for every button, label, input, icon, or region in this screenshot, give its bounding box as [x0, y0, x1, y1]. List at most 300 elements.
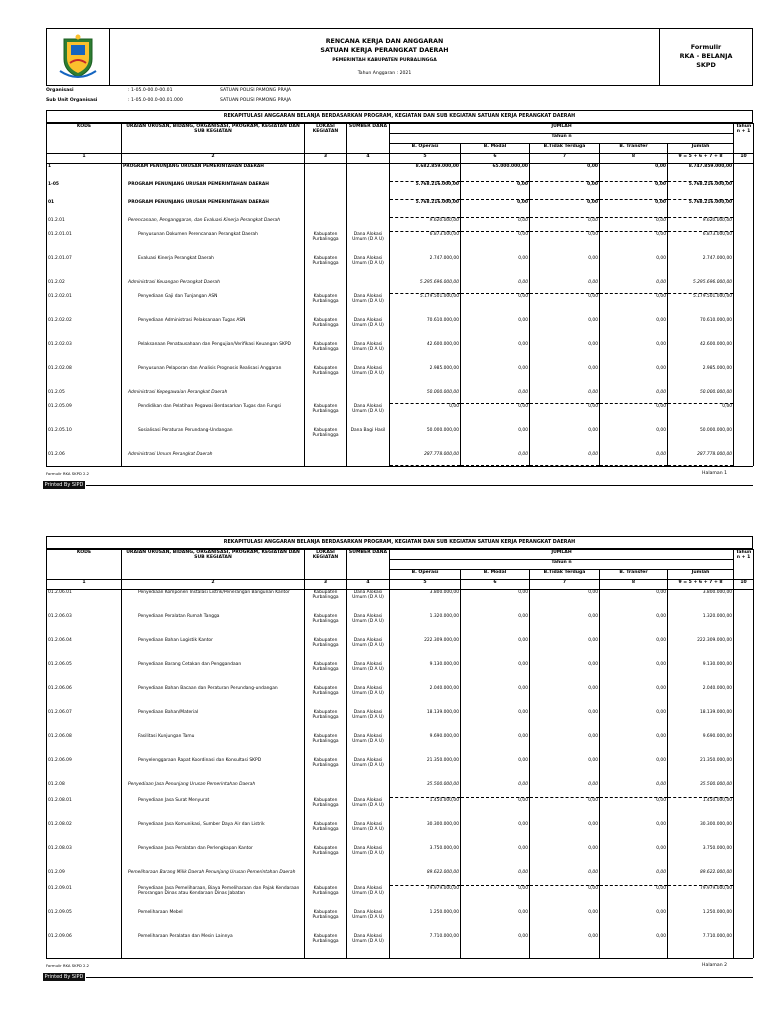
- cell-lokasi: Kabupaten Purbalingga: [305, 710, 347, 734]
- cell-b-operasi: 3.750.000,00: [390, 846, 461, 870]
- col-number: 1: [47, 154, 122, 164]
- table-header: [47, 550, 754, 590]
- cell-tahun-n1: [734, 782, 754, 798]
- cell-jumlah: 18.139.000,00: [668, 710, 734, 734]
- cell-lokasi: [305, 782, 347, 798]
- form-label: Formulir RKA SKPD 2.2: [46, 471, 90, 476]
- cell-lokasi: Kabupaten Purbalingga: [305, 686, 347, 710]
- col-number: 5: [390, 580, 461, 590]
- cell-jumlah: 7.710.000,00: [668, 934, 734, 958]
- table-row: [47, 200, 754, 218]
- table-row: [47, 164, 754, 182]
- cell-b-operasi: 1.250.000,00: [390, 910, 461, 934]
- col-number: 9 = 5 + 6 + 7 + 8: [668, 154, 734, 164]
- cell-tahun-n1: [734, 218, 754, 232]
- cell-kode: 01.2.01: [47, 218, 122, 232]
- table-row: [47, 886, 754, 910]
- col-lokasi: LOKASI KEGIATAN: [305, 124, 347, 154]
- cell-sumber: [347, 182, 390, 200]
- col-number: 1: [47, 580, 122, 590]
- cell-jumlah: 35.500.000,00: [668, 782, 734, 798]
- sub-unit-row: Sub Unit Organisasi : 1-05.0-00.0-00.01.000 SATUAN POLISI PAMONG PRAJA: [46, 98, 292, 103]
- col-sumber: SUMBER DANA: [347, 550, 390, 580]
- cell-uraian: Administrasi Keuangan Perangkat Daerah: [122, 280, 305, 294]
- cell-lokasi: Kabupaten Purbalingga: [305, 232, 347, 256]
- cell-b-operasi: 5.768.216.000,00: [390, 200, 461, 218]
- cell-tahun-n1: [734, 822, 754, 846]
- cell-tahun-n1: [734, 710, 754, 734]
- cell-jumlah: 8.747.859.000,00: [668, 164, 734, 182]
- cell-b-transfer: 0,00: [600, 710, 668, 734]
- cell-sumber: [347, 280, 390, 294]
- cell-tahun-n1: [734, 934, 754, 958]
- table-body: [47, 590, 754, 958]
- table-row: [47, 366, 754, 390]
- cell-lokasi: Kabupaten Purbalingga: [305, 404, 347, 428]
- cell-lokasi: Kabupaten Purbalingga: [305, 822, 347, 846]
- cell-kode: 01.2.05.09: [47, 404, 122, 428]
- col-jumlah-total: Jumlah: [668, 144, 734, 154]
- fiscal-year: Tahun Anggaran : 2021: [357, 71, 412, 76]
- cell-b-modal: 0,00: [461, 886, 530, 910]
- col-jumlah: JUMLAH: [390, 124, 734, 134]
- cell-b-modal: 0,00: [461, 798, 530, 822]
- col-kode: KODE: [47, 550, 122, 580]
- cell-kode: 01.2.06.06: [47, 686, 122, 710]
- cell-b-operasi: 18.139.000,00: [390, 710, 461, 734]
- cell-jumlah: 3.800.000,00: [668, 590, 734, 614]
- cell-lokasi: Kabupaten Purbalingga: [305, 934, 347, 958]
- cell-sumber: [347, 218, 390, 232]
- cell-b-tidak-terduga: 0,00: [530, 734, 600, 758]
- cell-kode: 01.2.02.08: [47, 366, 122, 390]
- cell-sumber: Dana Alokasi Umum (D A U): [347, 638, 390, 662]
- cell-b-tidak-terduga: 0,00: [530, 232, 600, 256]
- cell-b-operasi: 222.309.000,00: [390, 638, 461, 662]
- cell-kode: 01.2.09.01: [47, 886, 122, 910]
- cell-lokasi: Kabupaten Purbalingga: [305, 662, 347, 686]
- cell-jumlah: 2.040.000,00: [668, 686, 734, 710]
- cell-lokasi: Kabupaten Purbalingga: [305, 758, 347, 782]
- cell-b-transfer: 0,00: [600, 232, 668, 256]
- organisasi-row: Organisasi : 1-05.0-00.0-00.01 SATUAN POLISI PAMONG PRAJA: [46, 88, 292, 93]
- cell-b-modal: 0,00: [461, 734, 530, 758]
- cell-b-transfer: 0,00: [600, 822, 668, 846]
- cell-b-transfer: 0,00: [600, 218, 668, 232]
- cell-sumber: [347, 782, 390, 798]
- cell-b-transfer: 0,00: [600, 590, 668, 614]
- cell-b-tidak-terduga: 0,00: [530, 366, 600, 390]
- cell-tahun-n1: [734, 686, 754, 710]
- cell-tahun-n1: [734, 200, 754, 218]
- cell-jumlah: 1.450.000,00: [668, 798, 734, 822]
- cell-b-transfer: 0,00: [600, 846, 668, 870]
- cell-b-tidak-terduga: 0,00: [530, 256, 600, 280]
- cell-sumber: Dana Alokasi Umum (D A U): [347, 934, 390, 958]
- cell-b-operasi: 50.000.000,00: [390, 428, 461, 452]
- cell-b-transfer: 0,00: [600, 798, 668, 822]
- cell-jumlah: 1.320.000,00: [668, 614, 734, 638]
- cell-kode: 1-05: [47, 182, 122, 200]
- cell-b-operasi: 1.320.000,00: [390, 614, 461, 638]
- page-footer: [46, 467, 753, 493]
- cell-b-operasi: 3.800.000,00: [390, 590, 461, 614]
- table-row: [47, 390, 754, 404]
- cell-b-transfer: 0,00: [600, 662, 668, 686]
- cell-sumber: Dana Alokasi Umum (D A U): [347, 734, 390, 758]
- cell-uraian: Penyediaan Peralatan Rumah Tangga: [122, 614, 305, 638]
- cell-uraian: PROGRAM PENUNJANG URUSAN PEMERINTAHAN DAERAH: [122, 200, 305, 218]
- cell-b-modal: 0,00: [461, 910, 530, 934]
- cell-lokasi: Kabupaten Purbalingga: [305, 614, 347, 638]
- document-title: RENCANA KERJA DAN ANGGARAN SATUAN KERJA PERANGKAT DAERAH: [320, 38, 449, 54]
- cell-b-operasi: 21.350.000,00: [390, 758, 461, 782]
- cell-tahun-n1: [734, 614, 754, 638]
- cell-uraian: Penyediaan Bahan Logistik Kantor: [122, 638, 305, 662]
- cell-b-operasi: 5.768.216.000,00: [390, 182, 461, 200]
- cell-kode: 01.2.01.07: [47, 256, 122, 280]
- cell-lokasi: [305, 164, 347, 182]
- footer-rule: [86, 977, 753, 978]
- cell-sumber: Dana Alokasi Umum (D A U): [347, 886, 390, 910]
- cell-b-tidak-terduga: 0,00: [530, 934, 600, 958]
- cell-kode: 01.2.06: [47, 452, 122, 466]
- col-tahun-n: Tahun n: [390, 134, 734, 144]
- cell-lokasi: Kabupaten Purbalingga: [305, 294, 347, 318]
- cell-b-tidak-terduga: 0,00: [530, 782, 600, 798]
- col-number: 5: [390, 154, 461, 164]
- col-sumber: SUMBER DANA: [347, 124, 390, 154]
- table-row: [47, 428, 754, 452]
- cell-uraian: Penyusunan Pelaporan dan Analisis Prognosis Realisasi Anggaran: [122, 366, 305, 390]
- cell-tahun-n1: [734, 758, 754, 782]
- cell-b-operasi: 35.500.000,00: [390, 782, 461, 798]
- cell-sumber: Dana Alokasi Umum (D A U): [347, 910, 390, 934]
- cell-b-transfer: 0,00: [600, 294, 668, 318]
- cell-kode: 01.2.06.04: [47, 638, 122, 662]
- table-row: [47, 614, 754, 638]
- cell-b-modal: 0,00: [461, 846, 530, 870]
- cell-b-tidak-terduga: 0,00: [530, 342, 600, 366]
- col-number: 9 = 5 + 6 + 7 + 8: [668, 580, 734, 590]
- cell-b-modal: 0,00: [461, 452, 530, 466]
- table-row: [47, 910, 754, 934]
- cell-b-operasi: 9.620.000,00: [390, 218, 461, 232]
- cell-lokasi: Kabupaten Purbalingga: [305, 734, 347, 758]
- cell-b-modal: 0,00: [461, 404, 530, 428]
- cell-jumlah: 2.985.000,00: [668, 366, 734, 390]
- cell-b-modal: 0,00: [461, 870, 530, 886]
- cell-b-transfer: 0,00: [600, 782, 668, 798]
- form-label: Formulir RKA SKPD 2.2: [46, 962, 90, 968]
- cell-b-tidak-terduga: 0,00: [530, 686, 600, 710]
- print-stamp: Printed By SIPD: [44, 482, 84, 488]
- purbalingga-crest-icon: [58, 33, 98, 81]
- cell-kode: 01.2.08.03: [47, 846, 122, 870]
- cell-tahun-n1: [734, 404, 754, 428]
- cell-uraian: Perencanaan, Penganggaran, dan Evaluasi Kinerja Perangkat Daerah: [122, 218, 305, 232]
- col-jumlah: JUMLAH: [390, 550, 734, 560]
- cell-b-modal: 0,00: [461, 256, 530, 280]
- table-row: [47, 256, 754, 280]
- cell-b-tidak-terduga: 0,00: [530, 846, 600, 870]
- col-uraian: URAIAN URUSAN, BIDANG, ORGANISASI, PROGRAM, KEGIATAN DAN SUB KEGIATAN: [122, 550, 305, 580]
- cell-kode: 01.2.02.02: [47, 318, 122, 342]
- cell-b-modal: 0,00: [461, 342, 530, 366]
- cell-b-modal: 0,00: [461, 614, 530, 638]
- cell-tahun-n1: [734, 280, 754, 294]
- cell-jumlah: 5.768.216.000,00: [668, 182, 734, 200]
- cell-uraian: Penyediaan Jasa Pemeliharaan, Biaya Pemeliharaan dan Pajak Kendaraan Perorangan Dinas atau Kendaraan Dinas Jabatan: [122, 886, 305, 910]
- government-name: PEMERINTAH KABUPATEN PURBALINGGA: [332, 58, 437, 63]
- cell-uraian: Penyediaan Gaji dan Tunjangan ASN: [122, 294, 305, 318]
- cell-b-tidak-terduga: 0,00: [530, 886, 600, 910]
- table-row: [47, 590, 754, 614]
- cell-lokasi: Kabupaten Purbalingga: [305, 318, 347, 342]
- cell-uraian: Penyediaan Barang Cetakan dan Penggandaan: [122, 662, 305, 686]
- cell-uraian: Penyediaan Bahan Bacaan dan Peraturan Perundang-undangan: [122, 686, 305, 710]
- document-title-block: [110, 29, 660, 85]
- col-number: 6: [461, 154, 530, 164]
- col-number: 10: [734, 580, 754, 590]
- cell-jumlah: 9.620.000,00: [668, 218, 734, 232]
- cell-b-operasi: 9.130.000,00: [390, 662, 461, 686]
- cell-b-tidak-terduga: 0,00: [530, 614, 600, 638]
- cell-kode: 01.2.05: [47, 390, 122, 404]
- cell-kode: 01.2.06.01: [47, 590, 122, 614]
- cell-b-transfer: 0,00: [600, 686, 668, 710]
- cell-lokasi: Kabupaten Purbalingga: [305, 886, 347, 910]
- cell-jumlah: 222.309.000,00: [668, 638, 734, 662]
- cell-sumber: Dana Bagi Hasil: [347, 428, 390, 452]
- cell-b-transfer: 0,00: [600, 366, 668, 390]
- cell-lokasi: [305, 452, 347, 466]
- cell-b-tidak-terduga: 0,00: [530, 758, 600, 782]
- cell-b-tidak-terduga: 0,00: [530, 280, 600, 294]
- cell-b-tidak-terduga: 0,00: [530, 710, 600, 734]
- cell-uraian: Pemeliharaan Peralatan dan Mesin Lainnya: [122, 934, 305, 958]
- col-b-operasi: B. Operasi: [390, 570, 461, 580]
- cell-jumlah: 0,00: [668, 404, 734, 428]
- cell-b-operasi: 2.747.000,00: [390, 256, 461, 280]
- table-row: [47, 934, 754, 958]
- cell-uraian: Penyediaan Jasa Peralatan dan Perlengkapan Kantor: [122, 846, 305, 870]
- cell-sumber: Dana Alokasi Umum (D A U): [347, 614, 390, 638]
- table-row: [47, 638, 754, 662]
- cell-lokasi: [305, 182, 347, 200]
- cell-kode: 01.2.01.01: [47, 232, 122, 256]
- page-number: Halaman 2: [702, 962, 727, 968]
- col-jumlah-total: Jumlah: [668, 570, 734, 580]
- cell-uraian: Penyediaan Komponen Instalasi Listrik/Penerangan Bangunan Kantor: [122, 590, 305, 614]
- cell-tahun-n1: [734, 428, 754, 452]
- cell-b-operasi: 79.979.000,00: [390, 886, 461, 910]
- cell-kode: 01.2.09.06: [47, 934, 122, 958]
- cell-uraian: Pelaksanaan Penatausahaan dan Pengujian/Verifikasi Keuangan SKPD: [122, 342, 305, 366]
- print-stamp: Printed By SIPD: [44, 973, 84, 980]
- cell-lokasi: Kabupaten Purbalingga: [305, 910, 347, 934]
- cell-b-tidak-terduga: 0,00: [530, 404, 600, 428]
- cell-tahun-n1: [734, 452, 754, 466]
- cell-tahun-n1: [734, 294, 754, 318]
- cell-lokasi: Kabupaten Purbalingga: [305, 846, 347, 870]
- cell-tahun-n1: [734, 232, 754, 256]
- cell-b-transfer: 0,00: [600, 342, 668, 366]
- col-number: 7: [530, 580, 600, 590]
- cell-tahun-n1: [734, 734, 754, 758]
- page-number: Halaman 1: [702, 471, 727, 476]
- cell-lokasi: Kabupaten Purbalingga: [305, 638, 347, 662]
- cell-b-modal: 0,00: [461, 200, 530, 218]
- cell-b-operasi: 8.682.859.000,00: [390, 164, 461, 182]
- cell-uraian: Penyediaan Jasa Komunikasi, Sumber Daya Air dan Listrik: [122, 822, 305, 846]
- table-title: REKAPITULASI ANGGARAN BELANJA BERDASARKAN PROGRAM, KEGIATAN DAN SUB KEGIATAN SATUAN KERJA PERANGKAT DAERAH: [46, 110, 753, 123]
- cell-uraian: Penyediaan Administrasi Pelaksanaan Tugas ASN: [122, 318, 305, 342]
- table-row: [47, 662, 754, 686]
- form-code: Formulir RKA - BELANJA SKPD: [679, 43, 733, 69]
- cell-b-tidak-terduga: 0,00: [530, 662, 600, 686]
- cell-b-transfer: 0,00: [600, 452, 668, 466]
- cell-b-modal: 0,00: [461, 934, 530, 958]
- cell-b-transfer: 0,00: [600, 734, 668, 758]
- table-row: [47, 686, 754, 710]
- cell-jumlah: 21.350.000,00: [668, 758, 734, 782]
- cell-b-transfer: 0,00: [600, 256, 668, 280]
- cell-lokasi: [305, 280, 347, 294]
- cell-sumber: Dana Alokasi Umum (D A U): [347, 662, 390, 686]
- cell-jumlah: 287.778.000,00: [668, 452, 734, 466]
- cell-kode: 01.2.06.07: [47, 710, 122, 734]
- table-row: [47, 318, 754, 342]
- cell-jumlah: 9.690.000,00: [668, 734, 734, 758]
- cell-b-operasi: 2.040.000,00: [390, 686, 461, 710]
- cell-uraian: PROGRAM PENUNJANG URUSAN PEMERINTAHAN DAERAH: [122, 164, 305, 182]
- cell-jumlah: 5.179.501.000,00: [668, 294, 734, 318]
- cell-b-transfer: 0,00: [600, 870, 668, 886]
- cell-tahun-n1: [734, 390, 754, 404]
- cell-b-tidak-terduga: 0,00: [530, 294, 600, 318]
- cell-tahun-n1: [734, 182, 754, 200]
- cell-b-operasi: 30.300.000,00: [390, 822, 461, 846]
- cell-b-operasi: 287.778.000,00: [390, 452, 461, 466]
- footer-rule: [86, 485, 753, 486]
- page-2: [46, 536, 753, 985]
- cell-uraian: Penyusunan Dokumen Perencanaan Perangkat Daerah: [122, 232, 305, 256]
- cell-b-transfer: 0,00: [600, 390, 668, 404]
- col-number: 4: [347, 580, 390, 590]
- page-1: [46, 28, 753, 493]
- cell-sumber: Dana Alokasi Umum (D A U): [347, 256, 390, 280]
- cell-jumlah: 50.000.000,00: [668, 428, 734, 452]
- col-number: 7: [530, 154, 600, 164]
- cell-b-modal: 0,00: [461, 182, 530, 200]
- cell-b-transfer: 0,00: [600, 638, 668, 662]
- table-row: [47, 758, 754, 782]
- cell-b-operasi: 5.179.501.000,00: [390, 294, 461, 318]
- cell-lokasi: [305, 218, 347, 232]
- cell-kode: 01.2.09.05: [47, 910, 122, 934]
- cell-tahun-n1: [734, 846, 754, 870]
- cell-jumlah: 30.300.000,00: [668, 822, 734, 846]
- cell-sumber: [347, 870, 390, 886]
- table-row: [47, 710, 754, 734]
- cell-sumber: Dana Alokasi Umum (D A U): [347, 366, 390, 390]
- cell-sumber: [347, 452, 390, 466]
- cell-kode: 01.2.02.03: [47, 342, 122, 366]
- cell-tahun-n1: [734, 164, 754, 182]
- cell-kode: 01.2.05.10: [47, 428, 122, 452]
- col-b-modal: B. Modal: [461, 570, 530, 580]
- cell-jumlah: 5.768.216.000,00: [668, 200, 734, 218]
- page-footer: [46, 959, 753, 985]
- cell-tahun-n1: [734, 638, 754, 662]
- col-uraian: URAIAN URUSAN, BIDANG, ORGANISASI, PROGRAM, KEGIATAN DAN SUB KEGIATAN: [122, 124, 305, 154]
- cell-b-transfer: 0,00: [600, 164, 668, 182]
- cell-b-modal: 0,00: [461, 782, 530, 798]
- cell-b-modal: 0,00: [461, 758, 530, 782]
- cell-uraian: Fasilitasi Kunjungan Tamu: [122, 734, 305, 758]
- table-row: [47, 232, 754, 256]
- col-number: 10: [734, 154, 754, 164]
- cell-b-modal: 0,00: [461, 366, 530, 390]
- cell-b-modal: 0,00: [461, 710, 530, 734]
- col-b-tidak-terduga: B.Tidak Terduga: [530, 144, 600, 154]
- cell-uraian: Penyediaan Jasa Penunjang Urusan Pemerintahan Daerah: [122, 782, 305, 798]
- cell-kode: 01: [47, 200, 122, 218]
- cell-b-tidak-terduga: 0,00: [530, 164, 600, 182]
- cell-uraian: Evaluasi Kinerja Perangkat Daerah: [122, 256, 305, 280]
- cell-kode: 01.2.02: [47, 280, 122, 294]
- col-b-operasi: B. Operasi: [390, 144, 461, 154]
- table-header: [47, 124, 754, 164]
- cell-sumber: Dana Alokasi Umum (D A U): [347, 232, 390, 256]
- table-title: REKAPITULASI ANGGARAN BELANJA BERDASARKAN PROGRAM, KEGIATAN DAN SUB KEGIATAN SATUAN KERJA PERANGKAT DAERAH: [46, 537, 753, 549]
- cell-kode: 01.2.02.01: [47, 294, 122, 318]
- cell-b-operasi: 7.710.000,00: [390, 934, 461, 958]
- cell-b-tidak-terduga: 0,00: [530, 590, 600, 614]
- table-body: [47, 164, 754, 466]
- cell-sumber: Dana Alokasi Umum (D A U): [347, 590, 390, 614]
- cell-tahun-n1: [734, 910, 754, 934]
- cell-b-operasi: 0,00: [390, 404, 461, 428]
- table-row: [47, 870, 754, 886]
- cell-sumber: Dana Alokasi Umum (D A U): [347, 318, 390, 342]
- col-number: 6: [461, 580, 530, 590]
- cell-b-modal: 65.000.000,00: [461, 164, 530, 182]
- cell-sumber: Dana Alokasi Umum (D A U): [347, 710, 390, 734]
- cell-b-tidak-terduga: 0,00: [530, 318, 600, 342]
- cell-b-modal: 0,00: [461, 590, 530, 614]
- cell-b-modal: 0,00: [461, 232, 530, 256]
- cell-b-tidak-terduga: 0,00: [530, 822, 600, 846]
- cell-uraian: Administrasi Umum Perangkat Daerah: [122, 452, 305, 466]
- cell-b-transfer: 0,00: [600, 182, 668, 200]
- cell-b-operasi: 70.610.000,00: [390, 318, 461, 342]
- cell-sumber: Dana Alokasi Umum (D A U): [347, 342, 390, 366]
- cell-b-modal: 0,00: [461, 686, 530, 710]
- cell-b-operasi: 5.295.696.000,00: [390, 280, 461, 294]
- cell-jumlah: 50.000.000,00: [668, 390, 734, 404]
- table-row: [47, 342, 754, 366]
- budget-table-page-2: [46, 549, 754, 958]
- table-row: [47, 218, 754, 232]
- cell-tahun-n1: [734, 318, 754, 342]
- cell-b-operasi: 2.985.000,00: [390, 366, 461, 390]
- cell-tahun-n1: [734, 662, 754, 686]
- cell-b-tidak-terduga: 0,00: [530, 638, 600, 662]
- cell-sumber: [347, 200, 390, 218]
- cell-jumlah: 5.295.696.000,00: [668, 280, 734, 294]
